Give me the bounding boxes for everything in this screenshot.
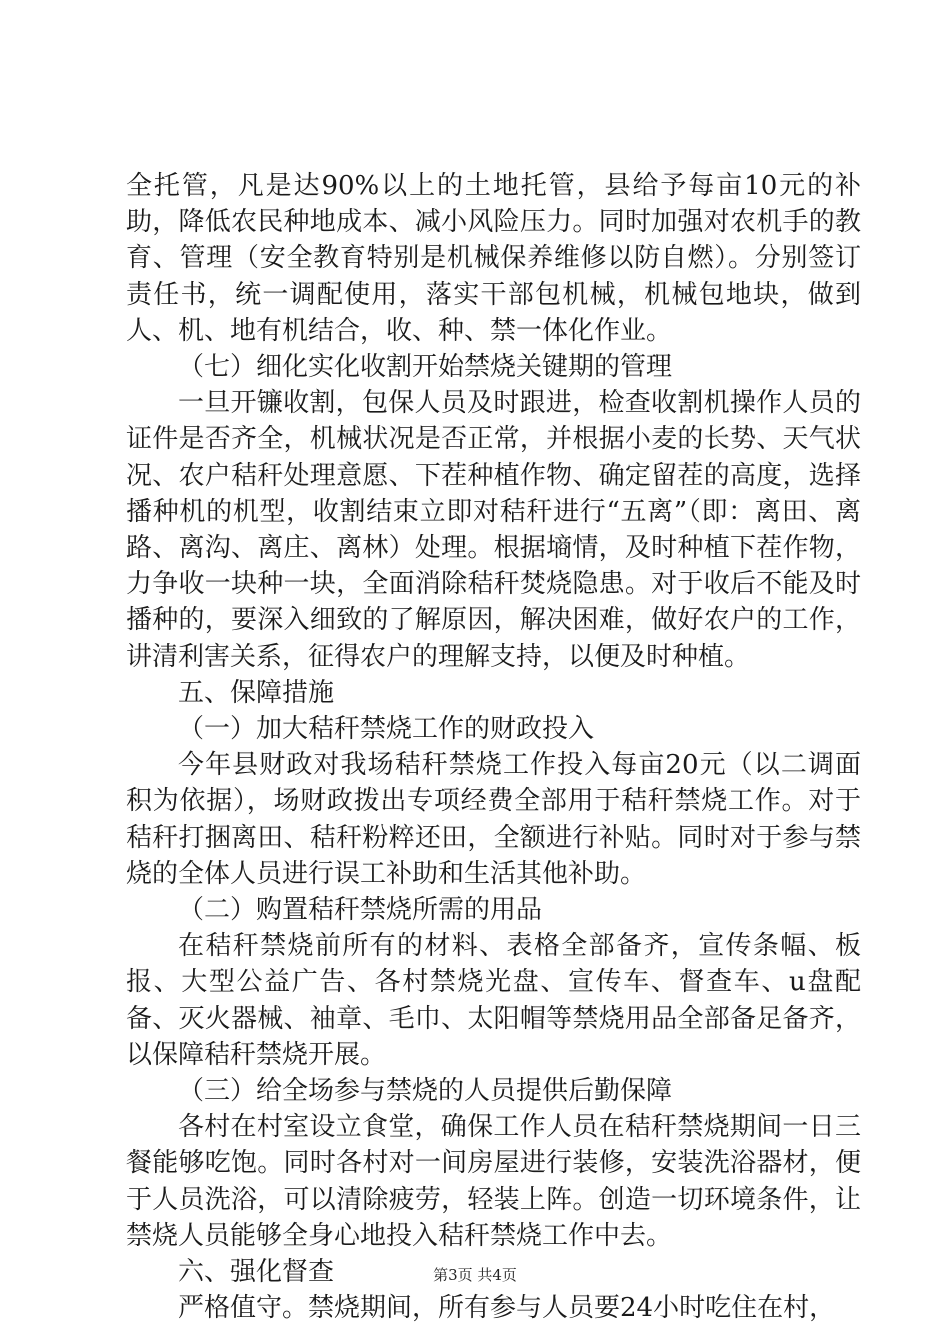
document-body	[126, 168, 861, 1327]
paragraph-supervision: 严格值守。禁烧期间，所有参与人员要24小时吃住在村，	[178, 1293, 836, 1324]
paragraph-harvest: 一旦开镰收割，包保人员及时跟进，检查收割机操作人员的证件是否齐全，机械状况是否正常，并根据小麦的长势、天气状况、农户秸秆处理意愿、下茬种植作物、确定留茬的高度，选择播种机的机型，收割结束立即对秸秆进行“五离”（即：离田、离路、离沟、离庄、离林）处理。根据墒情，及时种植下茬作物，力争收一块种一块，全面消除秸秆焚烧隐患。对于收后不能及时播种的，要深入细致的了解原因，解决困难，做好农户的工作，讲清利害关系，征得农户的理解支持，以便及时种植。	[126, 388, 861, 672]
paragraph-supplies: 在秸秆禁烧前所有的材料、表格全部备齐，宣传条幅、板报、大型公益广告、各村禁烧光盘、宣传车、督查车、u盘配备、灭火器械、袖章、毛巾、太阳帽等禁烧用品全部备足备齐，以保障秸秆禁烧开展。	[126, 931, 861, 1070]
subheading-three: （三）给全场参与禁烧的人员提供后勤保障	[178, 1076, 673, 1107]
page-footer: 第3页 共4页	[433, 1266, 517, 1284]
subheading-one: （一）加大秸秆禁烧工作的财政投入	[178, 714, 595, 745]
paragraph-continuation: 全托管，凡是达90%以上的土地托管，县给予每亩10元的补助，降低农民种地成本、减小风险压力。同时加强对农机手的教育、管理（安全教育特别是机械保养维修以防自燃）。分别签订责任书，统一调配使用，落实干部包机械，机械包地块，做到人、机、地有机结合，收、种、禁一体化作业。	[126, 171, 861, 346]
subheading-two: （二）购置秸秆禁烧所需的用品	[178, 895, 543, 926]
paragraph-finance: 今年县财政对我场秸秆禁烧工作投入每亩20元（以二调面积为依据），场财政拨出专项经费全部用于秸秆禁烧工作。对于秸秆打捆离田、秸秆粉粹还田，全额进行补贴。同时对于参与禁烧的全体人员进行误工补助和生活其他补助。	[126, 750, 861, 889]
section-heading-six: 六、强化督查	[178, 1257, 335, 1288]
section-heading-five: 五、保障措施	[178, 677, 335, 708]
subheading-seven: （七）细化实化收割开始禁烧关键期的管理	[178, 352, 673, 383]
paragraph-logistics: 各村在村室设立食堂，确保工作人员在秸秆禁烧期间一日三餐能够吃饱。同时各村对一间房屋进行装修，安装洗浴器材，便于人员洗浴，可以清除疲劳，轻装上阵。创造一切环境条件，让禁烧人员能够全身心地投入秸秆禁烧工作中去。	[126, 1112, 861, 1251]
